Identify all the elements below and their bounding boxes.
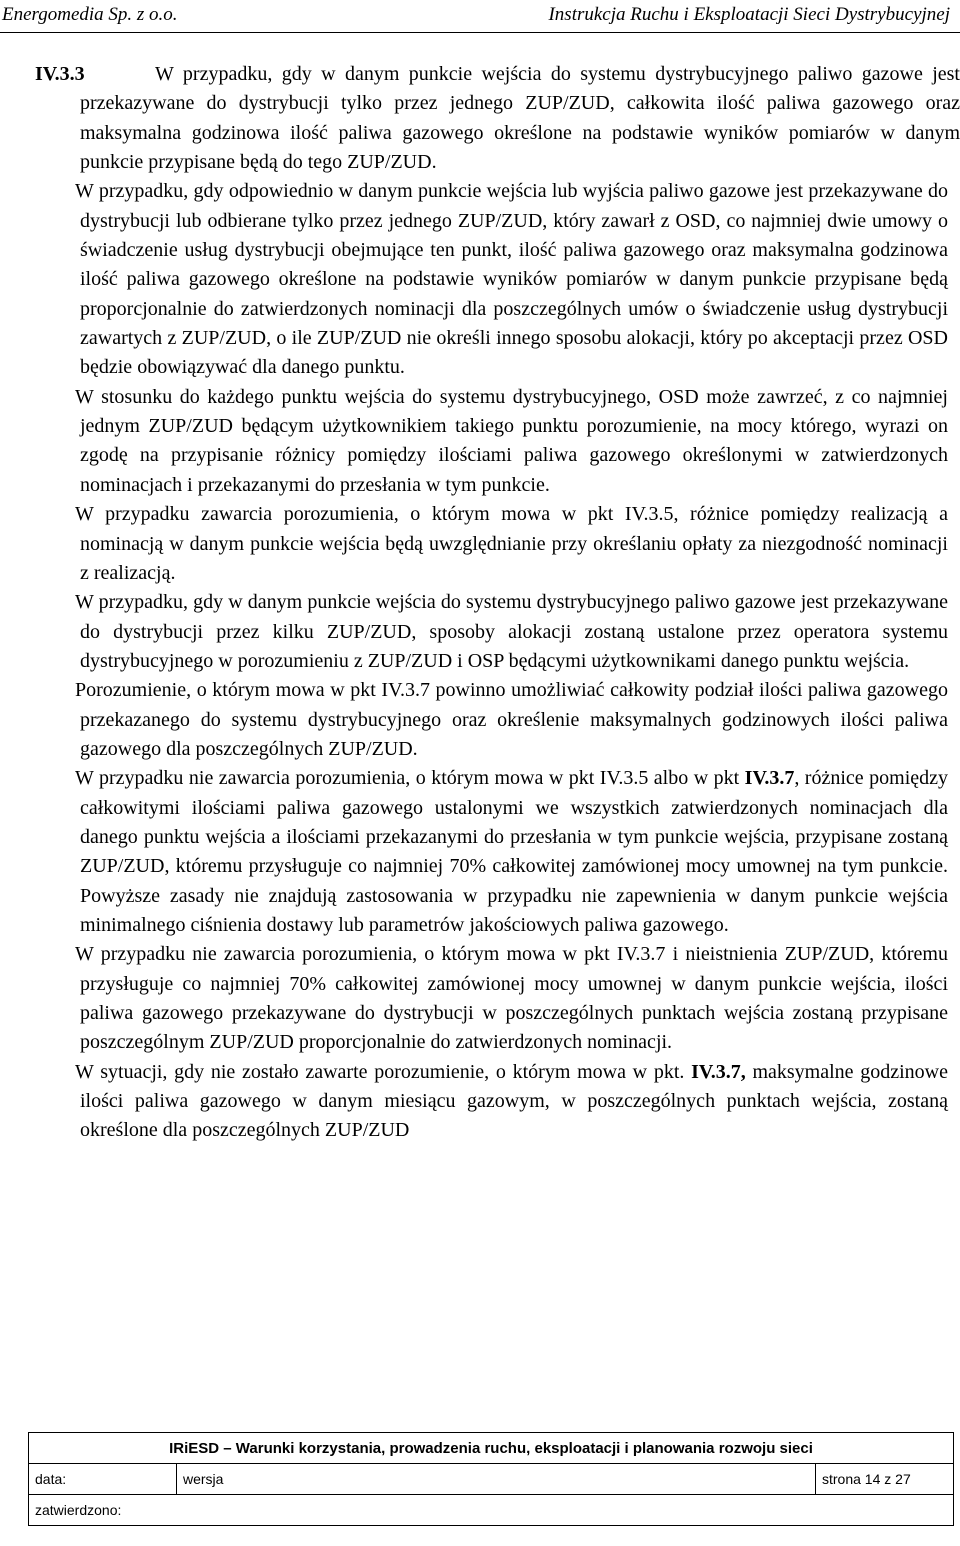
paragraph [0,500,960,588]
document-title: Instrukcja Ruchu i Eksploatacji Sieci Dystrybucyjnej [548,4,950,25]
paragraph-text: W przypadku, gdy odpowiednio w danym punkcie wejścia lub wyjścia paliwo gazowe jest przekazywane do dystrybucji lub odbierane tylko przez jednego ZUP/ZUD, który zawarł z OSD, co najmniej dwie umowy o świadczenie usług dystrybucji obejmujące ten punkt, ilość paliwa gazowego oraz maksymalna godzinowa ilość paliwa gazowego określone na podstawie wyników pomiarów w danym punkcie przypisane będą proporcjonalnie do zatwierdzonych nominacji dla poszczególnych umów o świadczenie usług dystrybucji zawartych z ZUP/ZUD, o ile ZUP/ZUD nie określi innego sposobu alokacji, który po akceptacji przez OSD będzie obowiązywać dla danego punktu. [75,180,948,379]
paragraph-number: IV.3.3 [35,63,85,85]
paragraph-number [0,177,75,206]
paragraph [0,676,960,764]
footer-approved-label: zatwierdzono: [29,1495,954,1526]
paragraph-text: W przypadku, gdy w danym punkcie wejścia do systemu dystrybucyjnego paliwo gazowe jest przekazywane do dystrybucji tylko przez jednego ZUP/ZUD, całkowita ilość paliwa gazowego oraz maksymalna godzinowa ilość paliwa gazowego określone na podstawie wyników pomiarów w danym punkcie przypisane będą do tego ZUP/ZUD. [80,63,960,174]
paragraph [0,588,960,676]
paragraph-number [0,676,75,705]
paragraph-text: W sytuacji, gdy nie zostało zawarte porozumienie, o którym mowa w pkt. [75,1060,692,1083]
paragraph [0,177,960,382]
page-footer [28,1432,954,1526]
paragraph-text: W przypadku zawarcia porozumienia, o którym mowa w pkt IV.3.5, różnice pomiędzy realizacją a nominacją w danym punkcie wejścia będą uwzględnianie przy określaniu opłaty za niezgodność nominacji z realizacją. [75,503,948,584]
paragraph-text: W przypadku, gdy w danym punkcie wejścia do systemu dystrybucyjnego paliwo gazowe jest przekazywane do dystrybucji przez kilku ZUP/ZUD, sposoby alokacji zostaną ustalone przez operatora systemu dystrybucyjnego w porozumieniu z ZUP/ZUD i OSP będącymi użytkownikami danego punktu wejścia. [75,591,948,672]
paragraph-number [0,588,75,617]
paragraph [0,1058,960,1146]
paragraph-text: Porozumienie, o którym mowa w pkt IV.3.7 powinno umożliwiać całkowity podział ilości paliwa gazowego przekazanego do systemu dystrybucyjnego oraz określenie maksymalnych godzinowych ilości paliwa gazowego dla poszczególnych ZUP/ZUD. [75,679,948,760]
paragraph-number [0,1058,75,1087]
footer-title: IRiESD – Warunki korzystania, prowadzenia ruchu, eksploatacji i planowania rozwoju sieci [29,1433,954,1464]
footer-page-label: strona 14 z 27 [816,1464,954,1495]
page-header [0,0,960,30]
company-name: Energomedia Sp. z o.o. [2,4,178,25]
paragraph-number [0,764,75,793]
paragraph-text: maksymalne godzinowe ilości paliwa gazowego w danym miesiącu gazowym, w poszczególnych punktach wejścia, zostaną określone dla poszczególnych ZUP/ZUD [80,1060,948,1142]
paragraph-text: IV.3.7, [691,1060,746,1083]
paragraph-number [0,940,75,969]
footer-version-label: wersja [177,1464,816,1495]
paragraph-text: W przypadku nie zawarcia porozumienia, o którym mowa w pkt IV.3.5 albo w pkt [75,767,745,790]
paragraph [0,60,960,177]
document-body [0,60,960,1400]
footer-date-label: data: [29,1464,177,1495]
paragraph [0,383,960,500]
paragraph-text: , różnice pomiędzy całkowitymi ilościami paliwa gazowego ustalonymi we wszystkich zatwierdzonych nominacjach dla danego punktu wejścia a ilościami przekazanymi do przesłania w tym punkcie wejścia, przypisane zostaną ZUP/ZUD, któremu przysługuje co najmniej 70% całkowitej zamówionej mocy umownej na tym punkcie. Powyższe zasady nie znajdują zastosowania w przypadku nie zapewnienia w danym punkcie wejścia minimalnego ciśnienia dostawy lub parametrów jakościowych paliwa gazowego. [80,767,948,936]
paragraph-text: IV.3.7 [744,767,795,790]
paragraph-text: W przypadku nie zawarcia porozumienia, o którym mowa w pkt IV.3.7 i nieistnienia ZUP/ZUD, któremu przysługuje co najmniej 70% całkowitej zamówionej mocy umownej w danym punkcie wejścia, ilości paliwa gazowego przekazywane do dystrybucji w poszczególnych punktach wejścia zostaną przypisane poszczególnym ZUP/ZUD proporcjonalnie do zatwierdzonych nominacji. [75,943,948,1054]
header-divider [0,32,960,33]
paragraph-number [0,500,75,529]
paragraph-number [0,383,75,412]
paragraph [0,940,960,1057]
paragraph [0,764,960,940]
paragraph-text: W stosunku do każdego punktu wejścia do systemu dystrybucyjnego, OSD może zawrzeć, z co najmniej jednym ZUP/ZUD będącym użytkownikiem takiego punktu porozumienie, na mocy którego, wyrazi on zgodę na przypisanie różnicy pomiędzy ilościami paliwa gazowego określonymi w zatwierdzonych nominacjach i przekazanymi do przesłania w tym punkcie. [75,385,948,496]
